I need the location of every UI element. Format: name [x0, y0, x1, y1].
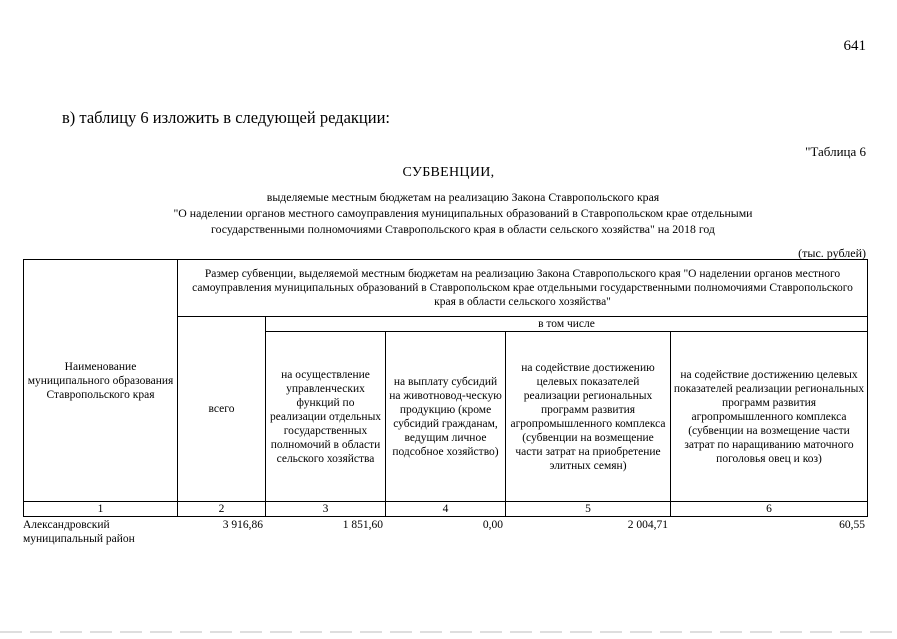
column-number-5: 5: [506, 502, 671, 517]
subtitle-line-1: выделяемые местным бюджетам на реализацию Закона Ставропольского края: [266, 190, 660, 204]
column-number-4: 4: [386, 502, 506, 517]
document-title: СУБВЕНЦИИ,: [402, 165, 495, 180]
row-col5: 2 004,71: [627, 519, 668, 531]
subtitle-line-3: государственными полномочиями Ставропольского края в области сельского хозяйства" на 2018 год: [211, 222, 715, 236]
row-col4: 0,00: [482, 519, 503, 531]
row-municipality-name: Александровский муниципальный район: [23, 519, 135, 545]
header-col3: на осуществление управленческих функций по реализации отдельных государственных полномочий в области сельского хозяйства: [266, 332, 386, 502]
scan-edge-noise: [0, 631, 897, 633]
header-including: в том числе: [266, 317, 868, 332]
row-col6: 60,55: [839, 519, 865, 531]
header-subsidy-amount: Размер субвенции, выделяемой местным бюджетам на реализацию Закона Ставропольского края "О наделении органов местного самоуправления муниципальных образований в Ставропольском крае отдельными государственными полномочиями Ставропольского края в области сельского хозяйства": [178, 260, 868, 317]
row-total: 3 916,86: [222, 519, 263, 531]
column-number-1: 1: [24, 502, 178, 517]
header-col6: на содействие достижению целевых показателей реализации региональных программ развития агропромышленного комплекса (субвенции на возмещение части затрат по наращиванию маточного поголовья овец и коз): [671, 332, 868, 502]
column-number-2: 2: [178, 502, 266, 517]
subsidy-table: [23, 259, 868, 517]
header-col4: на выплату субсидий на животновод-ческую продукцию (кроме субсидий гражданам, ведущим личное подсобное хозяйство): [386, 332, 506, 502]
row-col3: 1 851,60: [342, 519, 383, 531]
document-subtitle: [60, 189, 866, 237]
header-municipality-name: Наименование муниципального образования Ставропольского края: [24, 260, 178, 502]
column-number-6: 6: [671, 502, 868, 517]
column-number-3: 3: [266, 502, 386, 517]
units-label: (тыс. рублей): [798, 246, 866, 260]
header-col5: на содействие достижению целевых показателей реализации региональных программ развития агропромышленного комплекса (субвенции на возмещение части затрат на приобретение элитных семян): [506, 332, 671, 502]
page-number: 641: [843, 38, 866, 54]
table-reference: "Таблица 6: [805, 144, 866, 159]
instruction-text: в) таблицу 6 изложить в следующей редакции:: [62, 108, 390, 127]
subtitle-line-2: "О наделении органов местного самоуправления муниципальных образований в Ставропольском крае отдельными: [173, 206, 753, 220]
header-total: всего: [178, 317, 266, 502]
